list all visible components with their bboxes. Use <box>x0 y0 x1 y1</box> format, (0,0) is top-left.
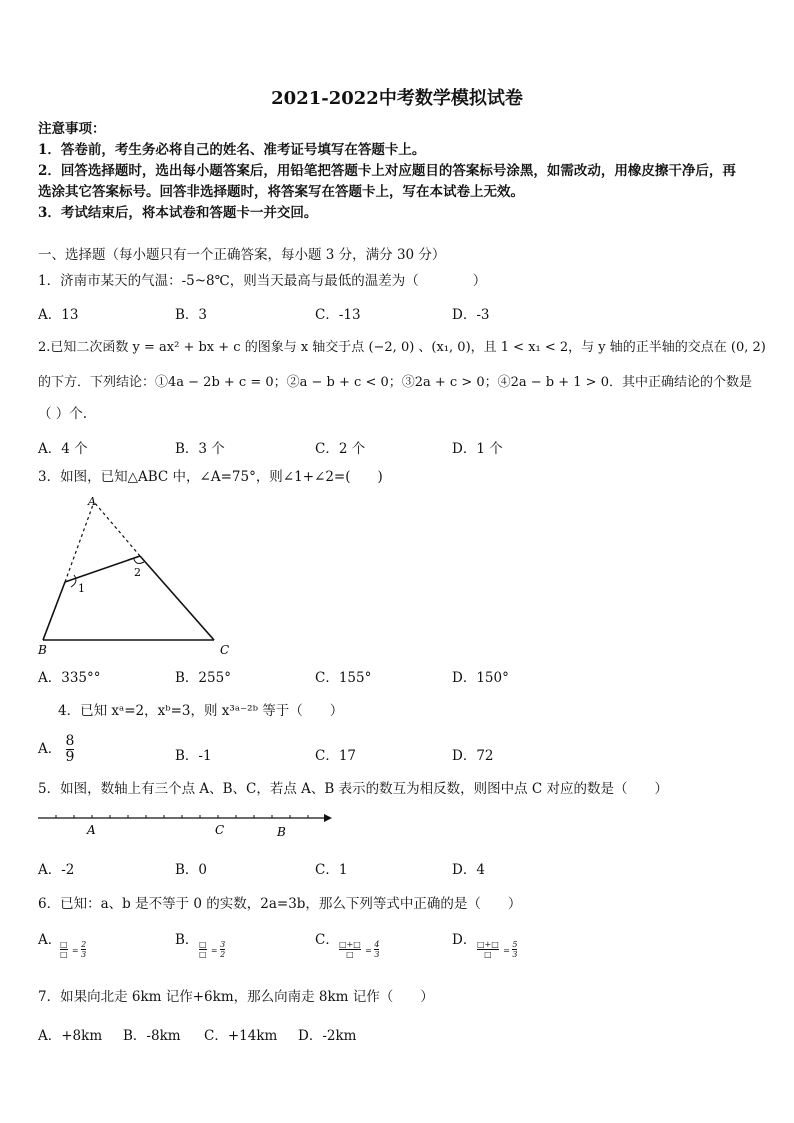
q4-option-d[interactable]: D．72 <box>452 748 494 764</box>
axis-label-c: C <box>215 823 225 837</box>
dashed-side-ab <box>65 502 94 582</box>
q3-option-b[interactable]: B．255° <box>175 670 231 686</box>
option-label: B． <box>175 932 199 948</box>
section-heading: 一、选择题（每小题只有一个正确答案，每小题 3 分，满分 30 分） <box>38 247 446 263</box>
q6-option-a-formula: □ □ = $\frac{2}{3}$ <box>60 940 87 959</box>
q2-option-a[interactable]: A．4 个 <box>38 441 88 457</box>
q7-option-d[interactable]: D．-2km <box>298 1028 357 1044</box>
q5-option-c[interactable]: C．1 <box>315 862 348 878</box>
label-a: A <box>88 495 96 508</box>
question-2-line2: 的下方．下列结论：①4a − 2b + c = 0；②a − b + c < 0；③2a + c > 0；④2a − b + 1 > 0．其中正确结论的个数是 <box>38 375 752 390</box>
q3-option-a[interactable]: A．335°° <box>38 670 101 686</box>
q2-option-c[interactable]: C．2 个 <box>315 441 366 457</box>
question-6-stem: 6．已知：a、b 是不等于 0 的实数，2a=3b，那么下列等式中正确的是（ ） <box>38 896 522 912</box>
page-title: 2021-2022中考数学模拟试卷 <box>271 88 523 109</box>
angle-1-arc <box>71 575 76 587</box>
notice-item: 选涂其它答案标号。回答非选择题时，将答案写在答题卡上，写在本试卷上无效。 <box>38 184 524 200</box>
axis-label-a: A <box>87 823 96 837</box>
q4-option-b[interactable]: B．-1 <box>175 748 212 764</box>
label-angle-1: 1 <box>78 582 85 595</box>
q5-option-d[interactable]: D．4 <box>452 862 485 878</box>
side-c-2 <box>140 556 214 640</box>
denominator: 9 <box>65 749 75 765</box>
notice-item: 2．回答选择题时，选出每小题答案后，用铅笔把答题卡上对应题目的答案标号涂黑，如需改动，用橡皮擦干净后，再 <box>38 163 736 179</box>
label-angle-2: 2 <box>134 566 141 579</box>
option-label: C． <box>315 932 339 948</box>
option-label: D． <box>452 932 477 948</box>
q4-option-a-label: A． <box>38 741 62 757</box>
q4-option-c[interactable]: C．17 <box>315 748 357 764</box>
axis-label-b: B <box>277 825 286 839</box>
side-b-1 <box>43 582 65 640</box>
q7-option-a[interactable]: A．+8km <box>38 1028 103 1044</box>
q1-option-c[interactable]: C．-13 <box>315 307 361 323</box>
q2-option-d[interactable]: D．1 个 <box>452 441 503 457</box>
question-7-stem: 7．如果向北走 6km 记作+6km，那么向南走 8km 记作（ ） <box>38 989 434 1005</box>
q3-option-d[interactable]: D．150° <box>452 670 509 686</box>
q4-option-a[interactable] <box>38 734 74 765</box>
q6-option-b-formula: □ □ = $\frac{3}{2}$ <box>199 940 226 959</box>
arrow-icon <box>324 814 332 822</box>
notice-item: 1．答卷前，考生务必将自己的姓名、准考证号填写在答题卡上。 <box>38 142 426 158</box>
q3-option-c[interactable]: C．155° <box>315 670 372 686</box>
q6-option-c-formula: □+□ □ = $\frac{4}{3}$ <box>339 940 380 959</box>
q6-option-d[interactable] <box>452 928 476 948</box>
number-line <box>34 806 334 840</box>
q5-option-b[interactable]: B．0 <box>175 862 208 878</box>
label-c: C <box>220 643 230 657</box>
option-label: A． <box>38 932 62 948</box>
numerator: 8 <box>65 733 75 749</box>
dashed-side-ac <box>94 502 140 556</box>
q6-option-d-formula: □+□ □ = $\frac{5}{3}$ <box>477 940 518 959</box>
question-2-line3: （ ）个. <box>38 406 88 422</box>
question-3-stem: 3．如图，已知△ABC 中，∠A=75°，则∠1+∠2=( ) <box>38 469 383 485</box>
q1-option-b[interactable]: B．3 <box>175 307 208 323</box>
fraction <box>66 734 75 765</box>
question-5-stem: 5．如图，数轴上有三个点 A、B、C，若点 A、B 表示的数互为相反数，则图中点 C 对应的数是（ ） <box>38 781 669 797</box>
q6-option-a[interactable] <box>38 928 61 948</box>
q2-option-b[interactable]: B．3 个 <box>175 441 225 457</box>
notice-heading: 注意事项： <box>38 121 106 137</box>
label-b: B <box>38 643 47 657</box>
question-1-stem: 1．济南市某天的气温：-5~8℃，则当天最高与最低的温差为（ ） <box>38 273 487 289</box>
q7-option-c[interactable]: C．+14km <box>204 1028 278 1044</box>
q6-option-c[interactable] <box>315 928 339 948</box>
triangle-figure <box>34 490 230 660</box>
question-2-line1: 2.已知二次函数 y = ax² + bx + c 的图象与 x 轴交于点 (−2, 0) 、(x₁, 0)，且 1 < x₁ < 2，与 y 轴的正半轴的交点在 (0, 2) <box>38 340 766 355</box>
cut-line <box>65 556 140 582</box>
q7-option-b[interactable]: B．-8km <box>123 1028 181 1044</box>
notice-item: 3．考试结束后，将本试卷和答题卡一并交回。 <box>38 205 318 221</box>
q5-option-a[interactable]: A．-2 <box>38 862 75 878</box>
question-4-stem: 4．已知 xᵃ=2，xᵇ=3，则 x³ᵃ⁻²ᵇ 等于（ ） <box>58 703 344 719</box>
q1-option-a[interactable]: A．13 <box>38 307 79 323</box>
q6-option-b[interactable] <box>175 928 198 948</box>
q1-option-d[interactable]: D．-3 <box>452 307 490 323</box>
